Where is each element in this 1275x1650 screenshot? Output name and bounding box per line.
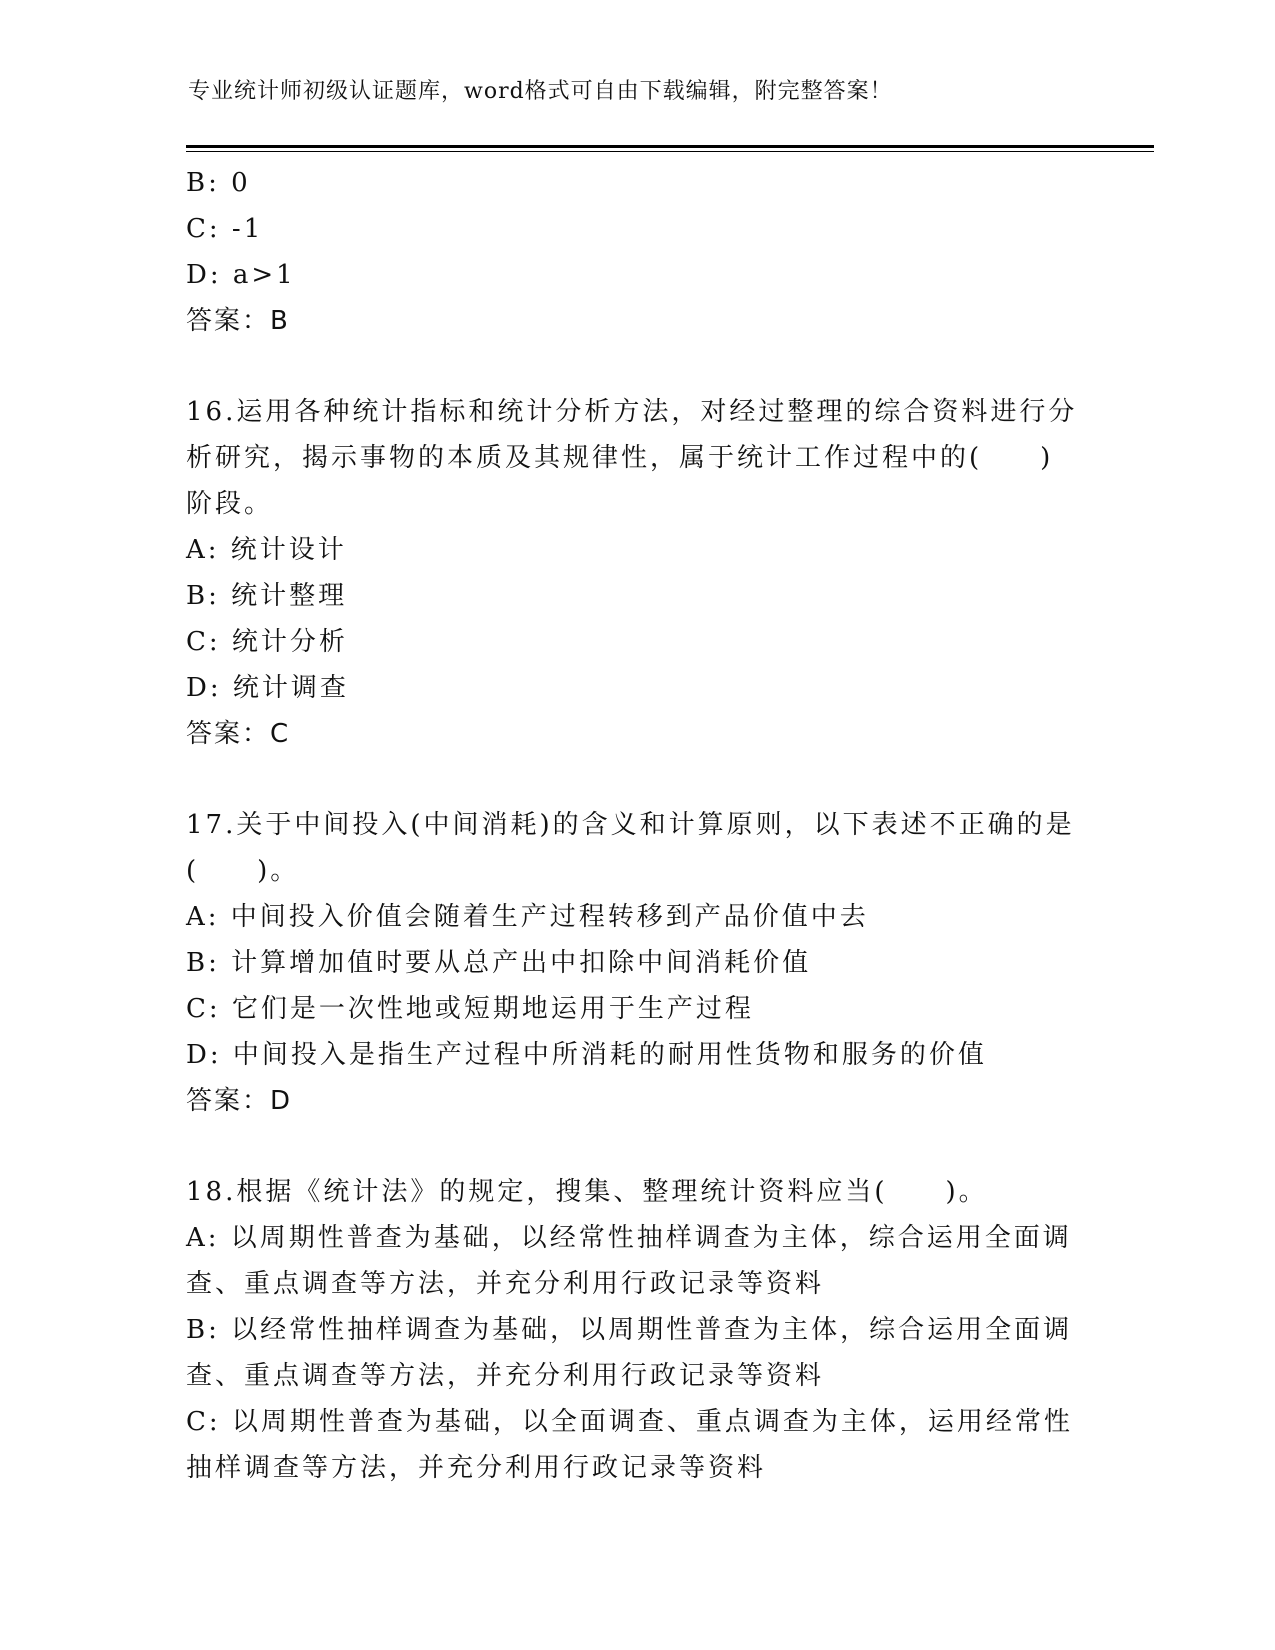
question-16-stem: 16.运用各种统计指标和统计分析方法，对经过整理的综合资料进行分: [186, 397, 1078, 427]
document-body: [186, 160, 1086, 1491]
question-17-stem: 17.关于中间投入(中间消耗)的含义和计算原则，以下表述不正确的是: [186, 810, 1075, 840]
option-c: C: -1: [186, 214, 264, 244]
option-a: A: 以周期性普查为基础，以经常性抽样调查为主体，综合运用全面调: [186, 1223, 1072, 1253]
option-c: C: 它们是一次性地或短期地运用于生产过程: [186, 994, 754, 1024]
option-c: C: 统计分析: [186, 627, 348, 657]
spacer: [186, 757, 1086, 802]
page-header-text: 专业统计师初级认证题库，word格式可自由下载编辑，附完整答案！: [188, 79, 893, 104]
option-a-continued: 查、重点调查等方法，并充分利用行政记录等资料: [186, 1269, 825, 1299]
answer-line: 答案：C: [186, 719, 291, 749]
header-rule-thick: [186, 145, 1154, 148]
answer-line: 答案：B: [186, 306, 290, 336]
option-d: D: 统计调查: [186, 673, 349, 703]
question-17-stem: ( )。: [186, 856, 300, 886]
question-18-stem: 18.根据《统计法》的规定，搜集、整理统计资料应当( )。: [186, 1177, 988, 1207]
option-a: A: 中间投入价值会随着生产过程转移到产品价值中去: [186, 902, 869, 932]
option-b: B: 计算增加值时要从总产出中扣除中间消耗价值: [186, 948, 812, 978]
option-d: D: 中间投入是指生产过程中所消耗的耐用性货物和服务的价值: [186, 1040, 987, 1070]
header-rule-thin: [186, 151, 1154, 152]
option-c: C: 以周期性普查为基础，以全面调查、重点调查为主体，运用经常性: [186, 1407, 1073, 1437]
spacer: [186, 1124, 1086, 1169]
option-b: B: 0: [186, 168, 251, 198]
answer-line: 答案：D: [186, 1086, 293, 1116]
option-a: A: 统计设计: [186, 535, 347, 565]
option-b: B: 以经常性抽样调查为基础，以周期性普查为主体，综合运用全面调: [186, 1315, 1073, 1345]
option-c-continued: 抽样调查等方法，并充分利用行政记录等资料: [186, 1453, 767, 1483]
question-16-stem: 析研究，揭示事物的本质及其规律性，属于统计工作过程中的( ): [186, 443, 1054, 473]
option-b-continued: 查、重点调查等方法，并充分利用行政记录等资料: [186, 1361, 825, 1391]
spacer: [186, 344, 1086, 389]
question-16-stem: 阶段。: [186, 489, 274, 519]
option-b: B: 统计整理: [186, 581, 348, 611]
option-d: D: a>1: [186, 260, 296, 290]
